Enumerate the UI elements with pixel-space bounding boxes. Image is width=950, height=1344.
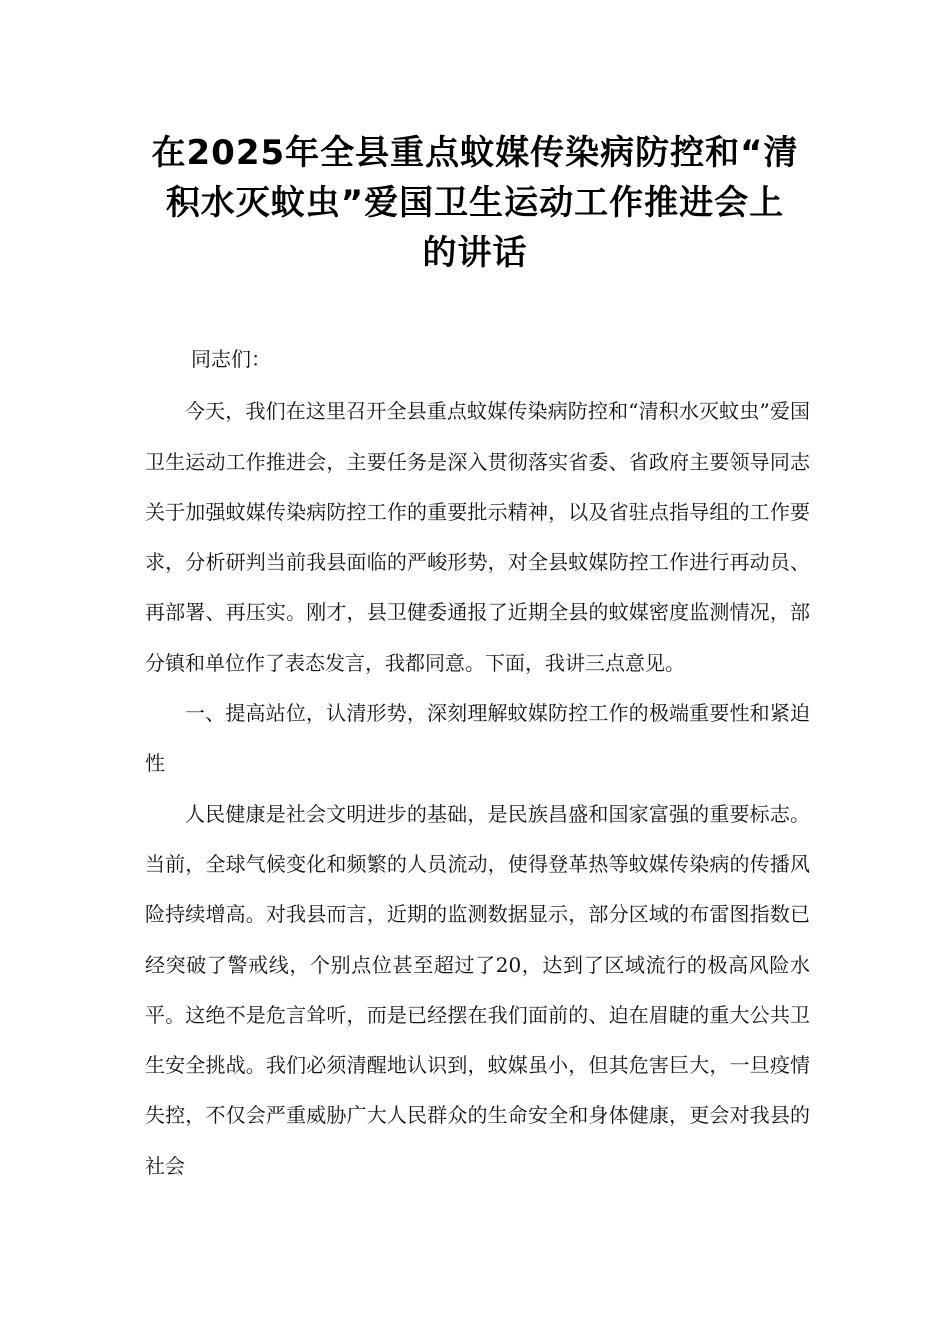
document-title — [140, 128, 810, 278]
paragraph-section-1: 人民健康是社会文明进步的基础，是民族昌盛和国家富强的重要标志。当前，全球气候变化和频繁的人员流动，使得登革热等蚊媒传染病的传播风险持续增高。对我县而言，近期的监测数据显示，部分区域的布雷图指数已经突破了警戒线，个别点位甚至超过了20，达到了区域流行的极高风险水平。这绝不是危言耸听，而是已经摆在我们面前的、迫在眉睫的重大公共卫生安全挑战。我们必须清醒地认识到，蚊媒虽小，但其危害巨大，一旦疫情失控，不仅会严重威胁广大人民群众的生命安全和身体健康，更会对我县的社会 — [145, 801, 810, 1178]
section-heading-1: 一、提高站位，认清形势，深刻理解蚊媒防控工作的极端重要性和紧迫性 — [145, 701, 810, 776]
salutation: 同志们： — [191, 347, 271, 371]
document-body — [145, 334, 810, 1191]
title-line-2: 积水灭蚊虫”爱国卫生运动工作推进会上 — [165, 183, 785, 223]
paragraph-intro: 今天，我们在这里召开全县重点蚊媒传染病防控和“清积水灭蚊虫”爱国卫生运动工作推进会，主要任务是深入贯彻落实省委、省政府主要领导同志关于加强蚊媒传染病防控工作的重要批示精神，以及省驻点指导组的工作要求，分析研判当前我县面临的严峻形势，对全县蚊媒防控工作进行再动员、再部署、再压实。刚才，县卫健委通报了近期全县的蚊媒密度监测情况，部分镇和单位作了表态发言，我都同意。下面，我讲三点意见。 — [145, 399, 810, 675]
title-line-3: 的讲话 — [422, 233, 528, 273]
title-line-1: 在2025年全县重点蚊媒传染病防控和“清 — [151, 133, 799, 173]
